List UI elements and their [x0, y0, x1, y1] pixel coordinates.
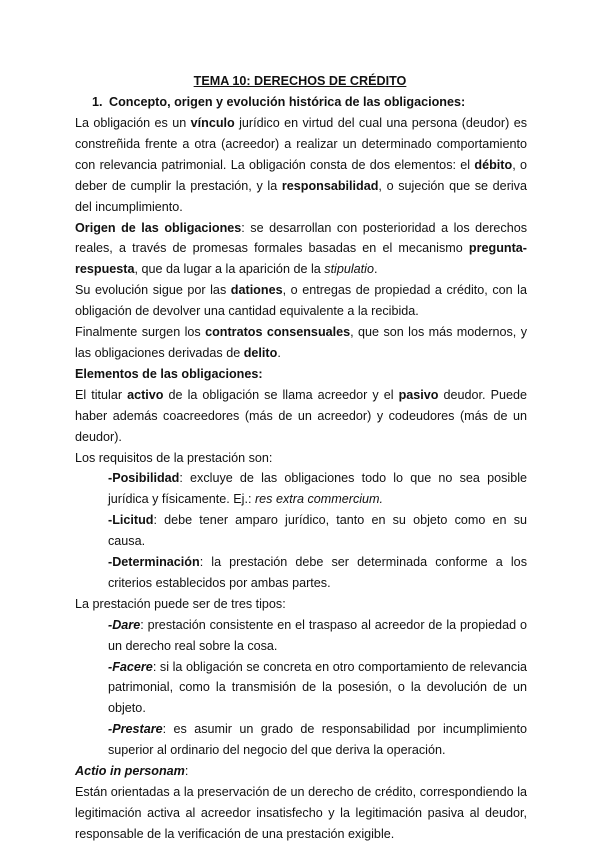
paragraph-evolucion — [75, 280, 527, 322]
text: Finalmente surgen los — [75, 325, 206, 340]
paragraph-titular — [75, 385, 527, 448]
text: El titular — [75, 387, 128, 402]
text: , o entregas de propiedad a crédito, con la obligación de devolver una cantidad equivalente a la recibida. — [75, 283, 527, 319]
text: , o deber de cumplir la prestación, y la — [75, 157, 527, 193]
list-item-determinacion — [108, 552, 527, 594]
bold-term: pasivo — [398, 387, 439, 402]
text: : excluye de las obligaciones todo lo que no sea posible jurídica y físicamente. Ej.: — [108, 471, 527, 507]
bold-term: vínculo — [190, 116, 235, 130]
section-heading — [92, 92, 465, 113]
text: . — [373, 262, 378, 277]
italic-term: stipulatio — [324, 262, 374, 277]
bold-term: débito — [474, 157, 513, 172]
paragraph-finalmente — [75, 322, 527, 364]
list-item-facere — [108, 657, 527, 720]
text: : la prestación debe ser determinada conforme a los criterios establecidos por ambas partes. — [108, 555, 527, 590]
text: : debe tener amparo jurídico, tanto en su objeto como en su causa. — [108, 513, 527, 549]
bold-term: delito — [243, 345, 278, 360]
text: La obligación es un — [75, 116, 191, 130]
list-item-licitud — [108, 510, 527, 552]
bold-term: activo — [127, 387, 164, 402]
text: . — [277, 345, 281, 360]
text: , que da lugar a la aparición de la — [134, 262, 325, 277]
paragraph-actio: Están orientadas a la preservación de un derecho de crédito, correspondiendo la legitimación activa al acreedor insatisfecho y la legitimación pasiva al deudor, responsable de la verificación de una prestación exigible. — [75, 785, 527, 841]
text: : prestación consistente en el traspaso al acreedor de la propiedad o un derecho real sobre la cosa. — [108, 617, 527, 653]
text: : es asumir un grado de responsabilidad por incumplimiento superior al ordinario del negocio del que deriva la operación. — [108, 722, 527, 758]
list-item-prestare — [108, 719, 527, 761]
page-title: TEMA 10: DERECHOS DE CRÉDITO — [193, 74, 407, 88]
bold-italic-heading: Actio in personam — [75, 764, 185, 779]
paragraph-origen — [75, 218, 527, 281]
list-item-posibilidad — [108, 468, 527, 510]
bold-term: responsabilidad — [281, 178, 379, 193]
text: de la obligación se llama acreedor y el — [163, 387, 399, 402]
text: : — [184, 764, 189, 779]
text: deudor. Puede haber además coacreedores (más de un acreedor) y codeudores (más de un deudor). — [75, 387, 527, 444]
paragraph-requisitos: Los requisitos de la prestación son: — [75, 450, 273, 465]
italic-term: res extra commercium. — [254, 492, 384, 507]
bold-term: dationes — [230, 283, 283, 298]
bold-term: -Licitud — [108, 513, 154, 528]
bold-term: -Determinación — [108, 555, 200, 570]
bold-italic-term: -Prestare — [108, 722, 163, 737]
paragraph-tipos: La prestación puede ser de tres tipos: — [75, 596, 286, 611]
bold-italic-term: -Dare — [108, 617, 141, 632]
section-heading-text: Concepto, origen y evolución histórica de las obligaciones: — [109, 95, 466, 109]
bold-italic-term: -Facere — [108, 659, 153, 674]
body-text — [75, 113, 527, 845]
text: jurídico en virtud del cual una persona (deudor) es constreñida frente a otra (acreedor) a realizar un determinado comportamiento con relevancia patrimonial. La obligación consta de dos elementos: el — [75, 116, 528, 172]
bold-term: pregunta-respuesta — [75, 241, 527, 277]
text: , o sujeción que se deriva del incumplimiento. — [75, 178, 527, 214]
subheading-elementos: Elementos de las obligaciones: — [75, 366, 263, 381]
text: : si la obligación se concreta en otro comportamiento de relevancia patrimonial, como la transmisión de la posesión, o la devolución de un objeto. — [108, 659, 527, 716]
subheading-actio — [75, 761, 527, 782]
section-number: 1. — [92, 95, 103, 109]
list-item-dare — [108, 615, 527, 657]
bold-term: contratos consensuales — [205, 325, 351, 340]
bold-term: Origen de las obligaciones — [75, 220, 242, 235]
text: Su evolución sigue por las — [75, 283, 231, 298]
paragraph-definition — [75, 113, 527, 218]
text: : se desarrollan con posterioridad a los derechos reales, a través de promesas formales basadas en el mecanismo — [75, 220, 527, 256]
text: , que son los más modernos, y las obligaciones derivadas de — [75, 325, 527, 360]
bold-term: -Posibilidad — [108, 471, 180, 486]
